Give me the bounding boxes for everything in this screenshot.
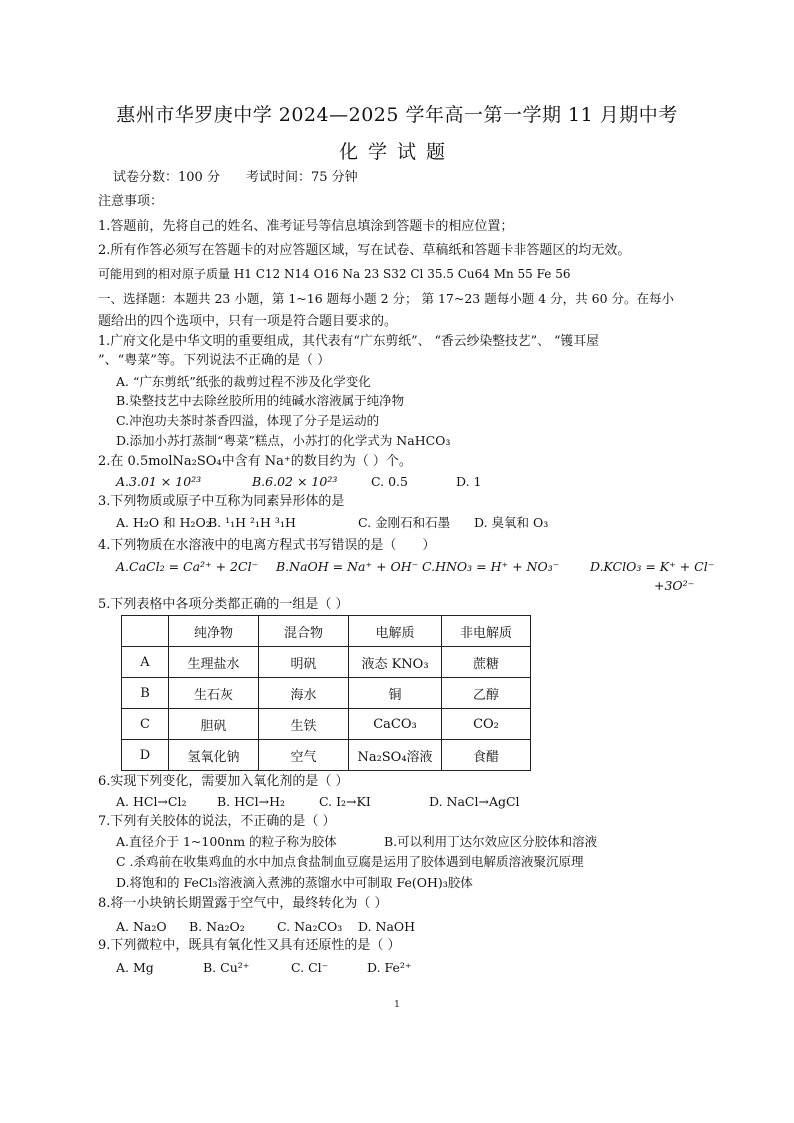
table-header-cell: 纯净物 [169,616,259,647]
q3-option-a: A. H₂O 和 H₂O₂ [116,515,211,530]
q1-option-b: B.染整技艺中去除丝胶所用的纯碱水溶液属于纯净物 [116,393,405,408]
q2-stem: 2.在 0.5molNa₂SO₄中含有 Na⁺的数目约为（ ）个。 [98,454,412,469]
section-instructions-1: 一、选择题：本题共 23 小题，第 1~16 题每小题 2 分； 第 17~23 题每小题 4 分，共 60 分。在每小 [98,291,674,306]
classification-table [121,615,531,771]
table-cell: 乙醇 [442,678,531,709]
table-cell: D [122,740,169,771]
q2-option-d: D. 1 [456,474,482,489]
exam-subtitle: 化学试题 [338,141,455,163]
q8-option-a: A. Na₂O [116,919,167,934]
q2-option-a: A.3.01 × 10²³ [116,474,202,489]
q3-option-d: D. 臭氧和 O₃ [474,515,549,530]
q1-option-c: C.冲泡功夫茶时茶香四溢，体现了分子是运动的 [116,413,380,428]
exam-time: 考试时间：75 分钟 [246,170,358,185]
q4-option-c: C.HNO₃ = H⁺ + NO₃⁻ [422,559,560,574]
table-cell: 海水 [259,678,349,709]
q7-option-d: D.将饱和的 FeCl₃溶液滴入煮沸的蒸馏水中可制取 Fe(OH)₃胶体 [116,875,473,890]
q8-option-d: D. NaOH [358,919,416,934]
table-header-row [122,616,531,647]
q4-option-d-continuation: +3O²⁻ [654,578,695,593]
table-cell: 明矾 [259,647,349,678]
q7-option-b: B.可以利用丁达尔效应区分胶体和溶液 [384,834,598,849]
q6-option-d: D. NaCl→AgCl [429,794,520,809]
table-cell: A [122,647,169,678]
table-row [122,678,531,709]
table-row [122,740,531,771]
q9-option-d: D. Fe²⁺ [367,960,412,975]
q9-option-a: A. Mg [116,960,154,975]
q8-stem: 8.将一小块钠长期置露于空气中，最终转化为（ ） [98,896,388,911]
table-row [122,709,531,740]
table-cell: 生铁 [259,709,349,740]
section-instructions-2: 题给出的四个选项中，只有一项是符合题目要求的。 [98,314,398,329]
table-header-cell: 电解质 [349,616,442,647]
table-cell: 铜 [349,678,442,709]
table-cell: B [122,678,169,709]
q4-option-a: A.CaCl₂ = Ca²⁺ + 2Cl⁻ [116,559,259,574]
note-1: 1.答题前，先将自己的姓名、准考证号等信息填涂到答题卡的相应位置； [98,219,514,234]
q9-option-c: C. Cl⁻ [291,960,329,975]
q2-option-b: B.6.02 × 10²³ [252,474,338,489]
q3-option-b: B. ¹₁H ²₁H ³₁H [208,515,296,530]
table-cell: 液态 KNO₃ [349,647,442,678]
table-row [122,647,531,678]
table-cell: 生理盐水 [169,647,259,678]
table-cell: C [122,709,169,740]
note-2: 2.所有作答必须写在答题卡的对应答题区域，写在试卷、草稿纸和答题卡非答题区的均无效。 [98,243,631,258]
q6-stem: 6.实现下列变化，需要加入氧化剂的是（ ） [98,774,349,789]
q2-option-c: C. 0.5 [371,474,408,489]
exam-title: 惠州市华罗庚中学 2024—2025 学年高一第一学期 11 月期中考 [116,104,678,126]
table-header-cell: 非电解质 [442,616,531,647]
q6-option-b: B. HCl→H₂ [217,794,285,809]
q3-stem: 3.下列物质或原子中互称为同素异形体的是 [98,494,345,509]
q1-stem-line2: ”、“粤菜”等。下列说法不正确的是（ ） [98,353,331,368]
table-header-cell: 混合物 [259,616,349,647]
table-cell: Na₂SO₄溶液 [349,740,442,771]
table-cell: 胆矾 [169,709,259,740]
q7-option-a: A.直径介于 1~100nm 的粒子称为胶体 [116,834,337,849]
q8-option-b: B. Na₂O₂ [189,919,245,934]
q6-option-a: A. HCl→Cl₂ [116,794,187,809]
q4-option-d: D.KClO₃ = K⁺ + Cl⁻ [590,559,715,574]
table-header-cell [122,616,169,647]
q4-option-b: B.NaOH = Na⁺ + OH⁻ [276,559,419,574]
q1-stem-line1: 1.广府文化是中华文明的重要组成，其代表有“广东剪纸”、 “香云纱染整技艺”、 “镬耳屋 [98,334,599,349]
q7-option-c: C .杀鸡前在收集鸡血的水中加点食盐制血豆腐是运用了胶体遇到电解质溶液聚沉原理 [116,854,584,869]
notes-heading: 注意事项： [98,194,164,209]
q9-stem: 9.下列微粒中，既具有氧化性又具有还原性的是（ ） [98,938,401,953]
table-cell: 蔗糖 [442,647,531,678]
table-cell: 生石灰 [169,678,259,709]
exam-score: 试卷分数：100 分 [113,170,220,185]
table-cell: 空气 [259,740,349,771]
q6-option-c: C. I₂→KI [319,794,371,809]
q5-stem: 5.下列表格中各项分类都正确的一组是（ ） [98,597,349,612]
q4-stem: 4.下列物质在水溶液中的电离方程式书写错误的是（ ） [98,538,436,553]
table-cell: 氢氧化钠 [169,740,259,771]
q3-option-c: C. 金刚石和石墨 [358,515,451,530]
table-cell: CaCO₃ [349,709,442,740]
page-number: 1 [394,1000,400,1010]
atomic-masses: 可能用到的相对原子质量 H1 C12 N14 O16 Na 23 S32 Cl 35.5 Cu64 Mn 55 Fe 56 [98,267,571,281]
q1-option-d: D.添加小苏打蒸制“粤菜”糕点，小苏打的化学式为 NaHCO₃ [116,433,451,448]
q1-option-a: A. “广东剪纸”纸张的裁剪过程不涉及化学变化 [116,374,371,389]
table-cell: CO₂ [442,709,531,740]
q7-stem: 7.下列有关胶体的说法，不正确的是（ ） [98,814,336,829]
table-cell: 食醋 [442,740,531,771]
q8-option-c: C. Na₂CO₃ [277,919,343,934]
q9-option-b: B. Cu²⁺ [203,960,250,975]
